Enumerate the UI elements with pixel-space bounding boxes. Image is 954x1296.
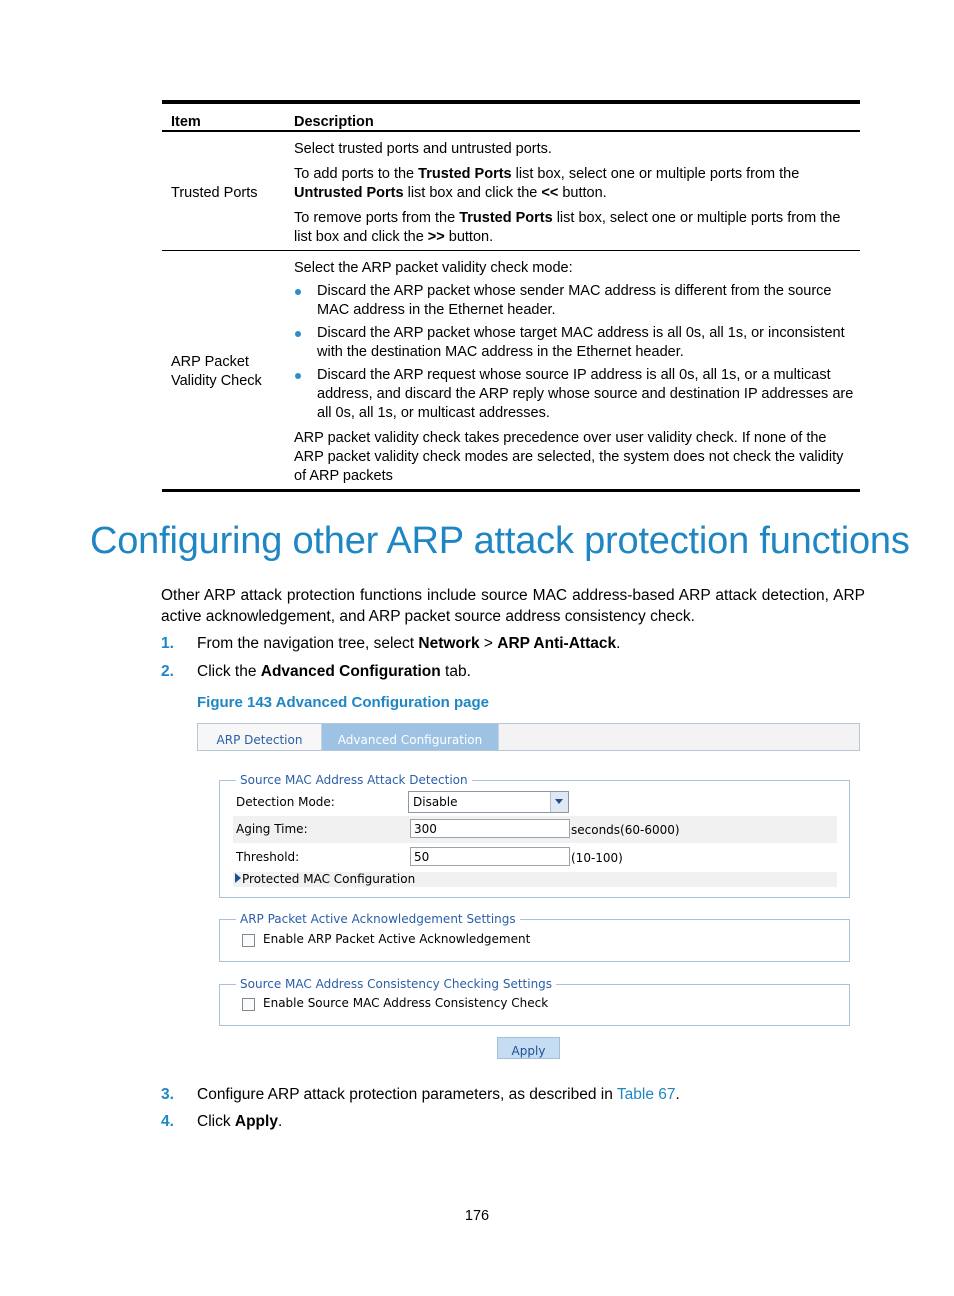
enable-active-ack-checkbox[interactable]: [242, 934, 255, 947]
table-67-link[interactable]: Table 67: [616, 1086, 676, 1103]
header-description: Description: [294, 114, 374, 130]
table-row: [162, 132, 860, 251]
intro-paragraph: Other ARP attack protection functions include source MAC address-based ARP attack detection, ARP active acknowledgement, and ARP packet source address consistency check.: [161, 587, 865, 625]
advanced-configuration-screenshot: [197, 723, 860, 1063]
source-mac-attack-detection-group: [219, 773, 850, 898]
desc-note: ARP packet validity check takes precedence over user validity check. If none of the ARP packet validity check modes are selected, the system does not check the validity of ARP packets: [294, 430, 844, 484]
arp-active-ack-group: [219, 912, 850, 962]
tab-advanced-configuration[interactable]: Advanced Configuration: [322, 724, 499, 750]
step-number: 1.: [161, 635, 174, 652]
threshold-input[interactable]: 50: [410, 847, 570, 866]
enable-active-ack-label: Enable ARP Packet Active Acknowledgement: [263, 932, 531, 946]
step-text: From the navigation tree, select Network > ARP Anti-Attack.: [197, 635, 621, 652]
tab-arp-detection[interactable]: ARP Detection: [198, 724, 322, 750]
step-text: Click the Advanced Configuration tab.: [197, 663, 471, 680]
aging-time-hint: seconds(60-6000): [571, 823, 680, 837]
step-text: Configure ARP attack protection parameters, as described in Table 67.: [197, 1086, 680, 1103]
description-trusted-ports: [294, 140, 856, 253]
detection-mode-label: Detection Mode:: [236, 795, 335, 809]
page-number: 176: [464, 1208, 490, 1224]
apply-button[interactable]: Apply: [497, 1037, 560, 1059]
desc-intro: Select the ARP packet validity check mode:: [294, 260, 573, 276]
expand-triangle-icon[interactable]: [235, 873, 241, 883]
threshold-hint: (10-100): [571, 851, 623, 865]
enable-consistency-check-label: Enable Source MAC Address Consistency Check: [263, 996, 549, 1010]
aging-time-label: Aging Time:: [236, 822, 308, 836]
detection-mode-value: Disable: [413, 795, 458, 809]
protected-mac-configuration-link[interactable]: Protected MAC Configuration: [242, 872, 416, 886]
group-legend: Source MAC Address Attack Detection: [236, 773, 472, 788]
bullet-item: Discard the ARP packet whose target MAC address is all 0s, all 1s, or inconsistent with the destination MAC address in the Ethernet header.: [294, 324, 856, 362]
header-item: Item: [171, 114, 201, 130]
item-line: ARP Packet: [171, 354, 249, 370]
desc-paragraph: Select trusted ports and untrusted ports.: [294, 141, 552, 157]
parameter-table: [162, 100, 860, 492]
figure-caption: Figure 143 Advanced Configuration page: [197, 694, 489, 711]
tab-bar: [197, 723, 860, 751]
item-trusted-ports: Trusted Ports: [171, 185, 258, 201]
aging-time-input[interactable]: 300: [410, 819, 570, 838]
step-number: 4.: [161, 1113, 174, 1130]
desc-paragraph: To remove ports from the Trusted Ports list box, select one or multiple ports from the list box and click the >> button.: [294, 210, 841, 245]
step-number: 2.: [161, 663, 174, 680]
source-mac-consistency-group: [219, 977, 850, 1026]
chevron-down-icon[interactable]: [550, 792, 568, 812]
desc-paragraph: To add ports to the Trusted Ports list box, select one or multiple ports from the Untrusted Ports list box and click the << button.: [294, 166, 800, 201]
table-header-row: [162, 104, 860, 132]
section-heading: Configuring other ARP attack protection functions: [90, 520, 910, 562]
threshold-label: Threshold:: [236, 850, 300, 864]
group-legend: ARP Packet Active Acknowledgement Settings: [236, 912, 520, 927]
bullet-item: Discard the ARP request whose source IP address is all 0s, all 1s, or a multicast address, and discard the ARP reply whose source and destination IP addresses are all 0s, all 1s, or multicast addresses.: [294, 366, 856, 423]
step-number: 3.: [161, 1086, 174, 1103]
table-row: [162, 251, 860, 492]
item-line: Validity Check: [171, 373, 262, 389]
enable-consistency-check-checkbox[interactable]: [242, 998, 255, 1011]
detection-mode-select[interactable]: [408, 791, 569, 813]
item-arp-validity-check: [171, 353, 262, 391]
step-text: Click Apply.: [197, 1113, 283, 1130]
description-arp-validity-check: [294, 259, 856, 492]
bullet-item: Discard the ARP packet whose sender MAC address is different from the source MAC address in the Ethernet header.: [294, 282, 856, 320]
group-legend: Source MAC Address Consistency Checking Settings: [236, 977, 556, 992]
